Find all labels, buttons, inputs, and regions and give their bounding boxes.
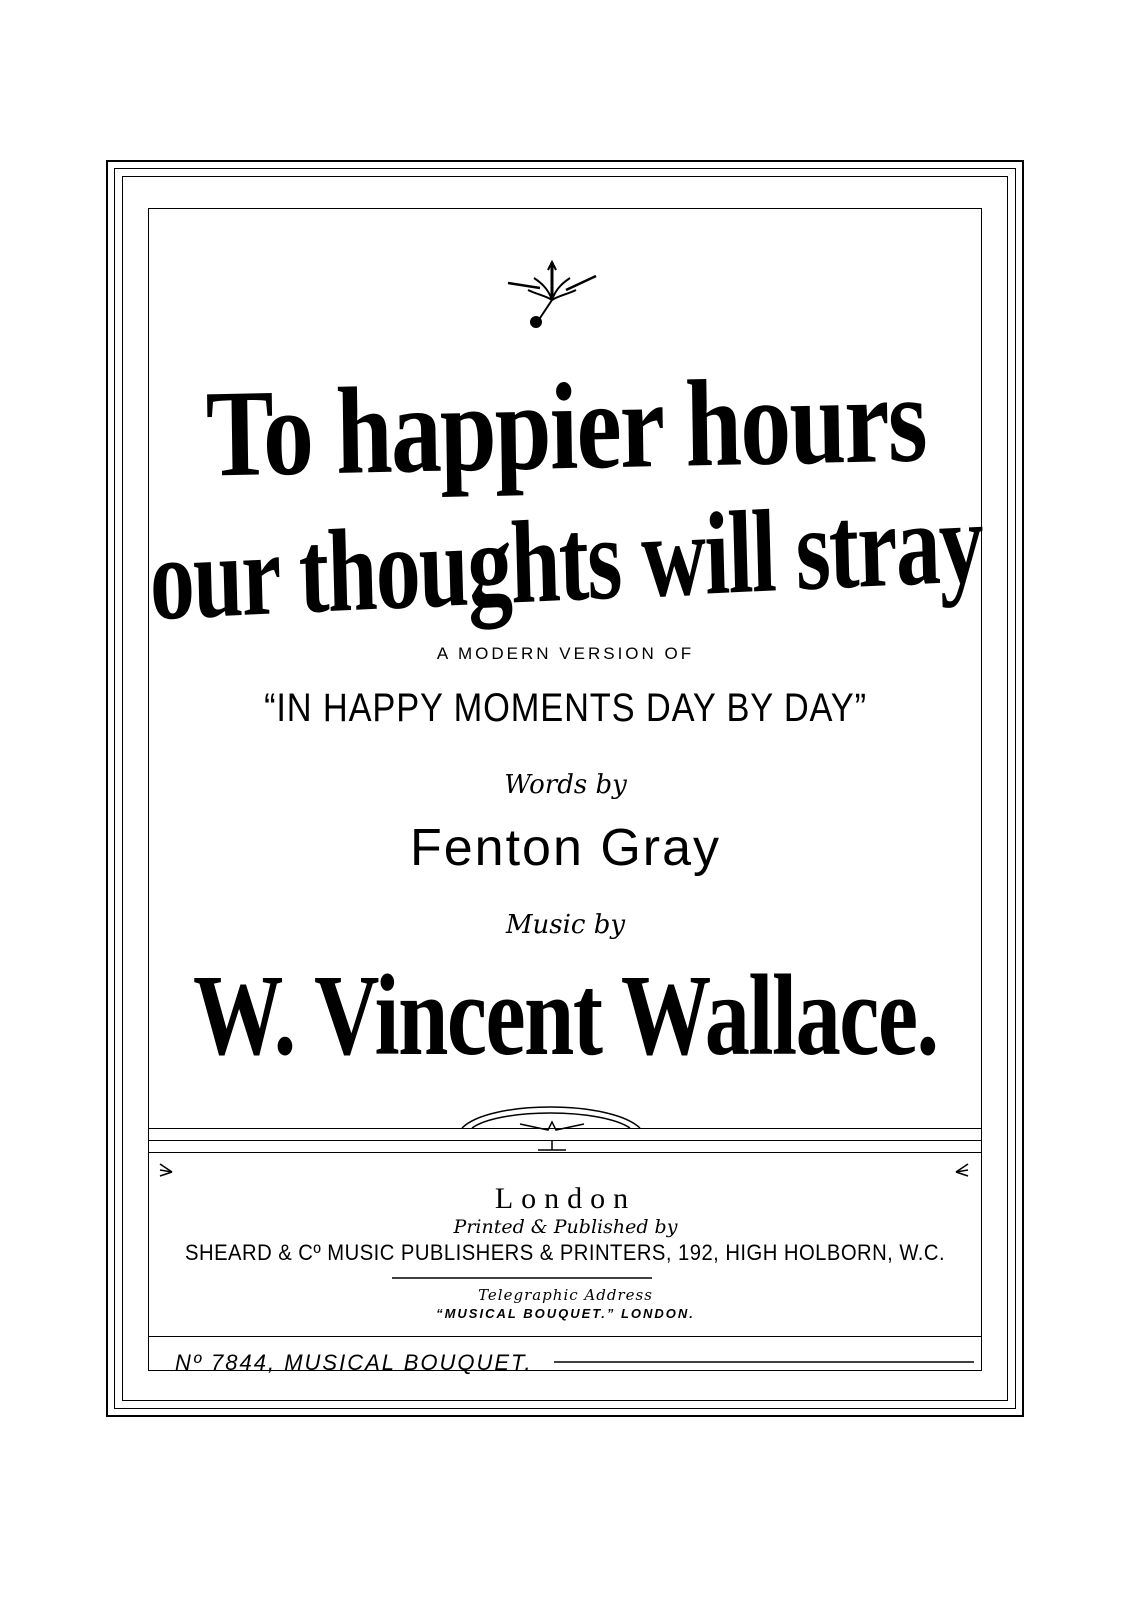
arch-ornament-icon xyxy=(462,1107,640,1150)
subtitle-small: A MODERN VERSION OF xyxy=(436,644,695,663)
telegraph-address: “MUSICAL BOUQUET.” LONDON. xyxy=(436,1306,695,1321)
subtitle-main: “IN HAPPY MOMENTS DAY BY DAY” xyxy=(264,686,867,730)
words-by-label: Words by xyxy=(504,770,627,800)
printed-published-label: Printed & Published by xyxy=(453,1216,678,1238)
title-line-2: our thoughts will stray xyxy=(147,475,984,646)
music-by-label: Music by xyxy=(505,910,626,940)
lyricist-name: Fenton Gray xyxy=(409,819,722,877)
floral-ornament-icon xyxy=(508,262,596,327)
catalogue-number: Nº 7844, MUSICAL BOUQUET. xyxy=(175,1350,533,1375)
imprint-city: London xyxy=(494,1182,637,1215)
publisher-line: SHEARD & Cº MUSIC PUBLISHERS & PRINTERS, 192, HIGH HOLBORN, W.C. xyxy=(185,1240,946,1265)
title-line-1: To happier hours xyxy=(204,350,927,503)
corner-fan-left-icon xyxy=(160,1164,172,1176)
corner-fan-right-icon xyxy=(956,1164,968,1176)
telegraph-label: Telegraphic Address xyxy=(478,1286,653,1304)
composer-name: W. Vincent Wallace. xyxy=(193,952,938,1080)
